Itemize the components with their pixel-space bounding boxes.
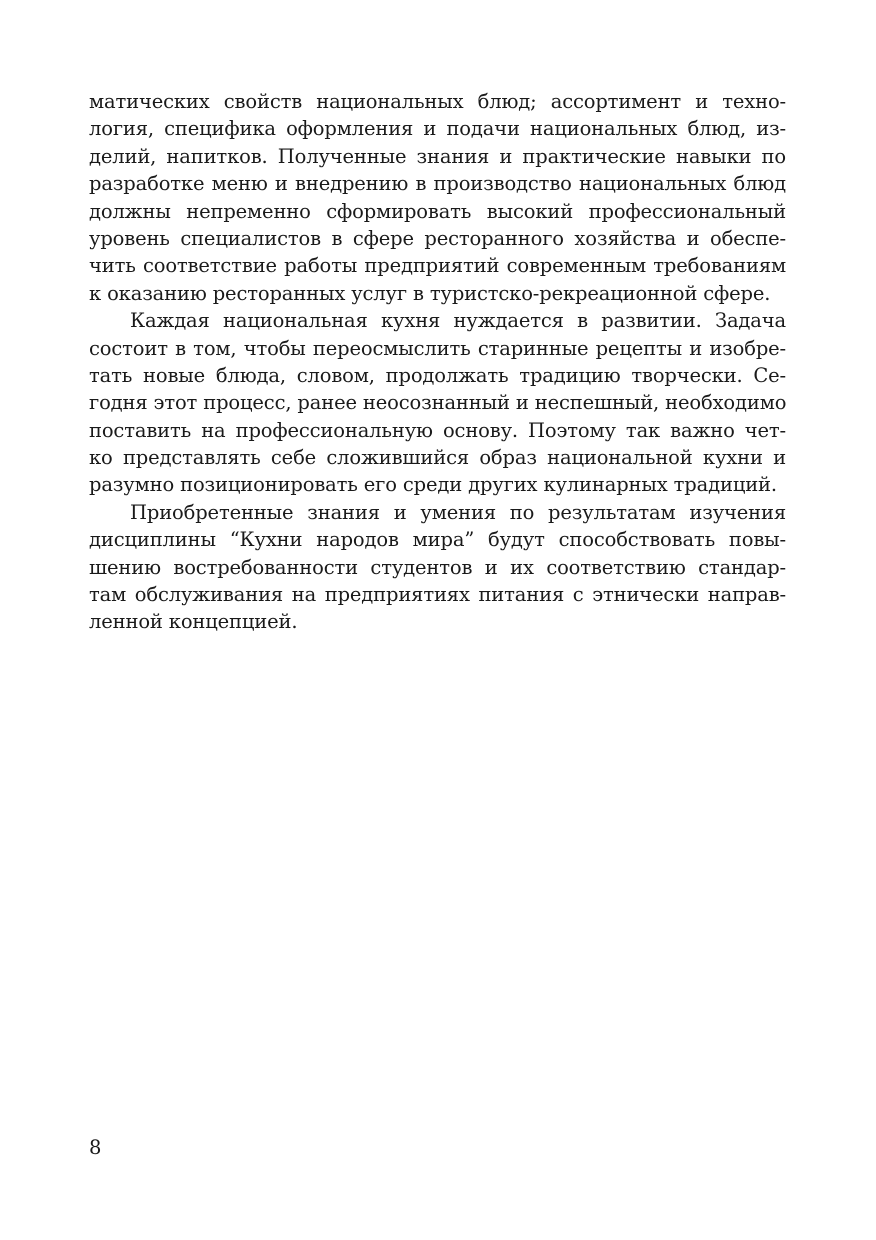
text-line: состоит в том, чтобы переосмыслить старинные рецепты и изобре- xyxy=(89,336,786,360)
text-line: чить соответствие работы предприятий современным требованиям xyxy=(89,254,786,278)
text-line: делий, напитков. Полученные знания и практические навыки по xyxy=(89,144,786,168)
text-line: разработке меню и внедрению в производство национальных блюд xyxy=(89,172,786,196)
text-line: матических свойств национальных блюд; ассортимент и техно- xyxy=(89,90,786,113)
text-line: шению востребованности студентов и их соответствию стандар- xyxy=(89,555,786,579)
text-line: Приобретенные знания и умения по результатам изучения xyxy=(130,500,786,524)
paragraph-2 xyxy=(89,307,786,499)
text-line: логия, специфика оформления и подачи национальных блюд, из- xyxy=(89,117,786,141)
text-line: ко представлять себе сложившийся образ национальной кухни и xyxy=(89,446,786,470)
text-line: тать новые блюда, словом, продолжать традицию творчески. Се- xyxy=(89,363,786,387)
text-line: годня этот процесс, ранее неосознанный и неспешный, необходимо xyxy=(89,391,787,415)
paragraph-3 xyxy=(89,499,786,636)
text-line: там обслуживания на предприятиях питания с этнически направ- xyxy=(89,583,786,607)
text-line: Каждая национальная кухня нуждается в развитии. Задача xyxy=(130,309,786,333)
text-line: дисциплины “Кухни народов мира” будут способствовать повы- xyxy=(89,528,786,552)
text-line: ленной концепцией. xyxy=(89,610,298,634)
page-body xyxy=(89,88,786,636)
text-line: разумно позиционировать его среди других кулинарных традиций. xyxy=(89,473,777,497)
text-line: поставить на профессиональную основу. Поэтому так важно чет- xyxy=(89,418,786,442)
page-number: 8 xyxy=(89,1136,102,1159)
text-line: уровень специалистов в сфере ресторанного хозяйства и обеспе- xyxy=(89,226,786,250)
text-line: должны непременно сформировать высокий профессиональный xyxy=(89,199,786,223)
text-line: к оказанию ресторанных услуг в туристско-рекреационной сфере. xyxy=(89,281,771,305)
paragraph-1 xyxy=(89,88,786,307)
